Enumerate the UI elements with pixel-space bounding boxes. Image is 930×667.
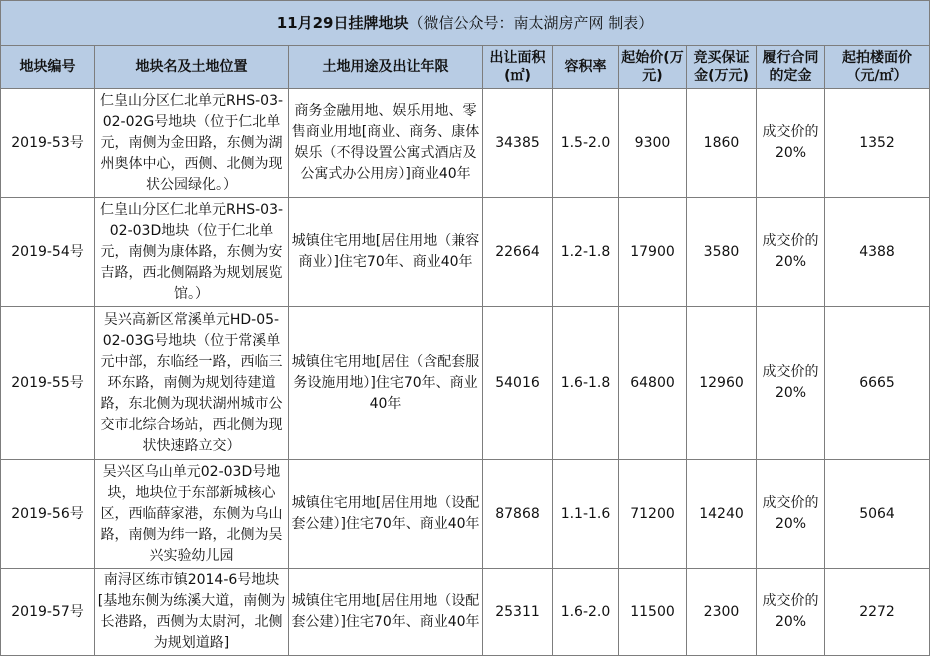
- header-use: 土地用途及出让年限: [289, 46, 483, 89]
- cell-far: 1.6-1.8: [553, 307, 619, 460]
- table-row: [1, 460, 930, 569]
- cell-floor-price: 1352: [825, 89, 930, 198]
- cell-deposit: 3580: [687, 198, 757, 307]
- cell-contract-deposit: 成交价的20%: [757, 460, 825, 569]
- cell-far: 1.2-1.8: [553, 198, 619, 307]
- title-main: 11月29日挂牌地块: [276, 13, 409, 32]
- cell-deposit: 14240: [687, 460, 757, 569]
- cell-location: 仁皇山分区仁北单元RHS-03-02-02G号地块（位于仁北单元，南侧为金田路，东侧为湖州奥体中心，西侧、北侧为现状公园绿化。）: [95, 89, 289, 198]
- cell-contract-deposit: 成交价的20%: [757, 89, 825, 198]
- cell-area: 54016: [483, 307, 553, 460]
- cell-id: 2019-57号: [1, 569, 95, 656]
- cell-contract-deposit: 成交价的20%: [757, 198, 825, 307]
- cell-id: 2019-53号: [1, 89, 95, 198]
- cell-start-price: 11500: [619, 569, 687, 656]
- cell-floor-price: 5064: [825, 460, 930, 569]
- cell-deposit: 2300: [687, 569, 757, 656]
- header-contract-deposit: 履行合同的定金: [757, 46, 825, 89]
- cell-start-price: 17900: [619, 198, 687, 307]
- cell-location: 仁皇山分区仁北单元RHS-03-02-03D地块（位于仁北单元，南侧为康体路，东侧为安吉路，西北侧隔路为规划展览馆。）: [95, 198, 289, 307]
- table-row: [1, 89, 930, 198]
- cell-id: 2019-54号: [1, 198, 95, 307]
- cell-far: 1.6-2.0: [553, 569, 619, 656]
- cell-floor-price: 2272: [825, 569, 930, 656]
- cell-use: 商务金融用地、娱乐用地、零售商业用地[商业、商务、康体娱乐（不得设置公寓式酒店及公寓式办公用房）]商业40年: [289, 89, 483, 198]
- cell-contract-deposit: 成交价的20%: [757, 307, 825, 460]
- cell-area: 87868: [483, 460, 553, 569]
- header-area: 出让面积(㎡): [483, 46, 553, 89]
- title-sub: （微信公众号：南太湖房产网 制表）: [408, 13, 654, 32]
- cell-id: 2019-56号: [1, 460, 95, 569]
- cell-far: 1.5-2.0: [553, 89, 619, 198]
- header-start-price: 起始价(万元): [619, 46, 687, 89]
- header-deposit: 竞买保证金(万元): [687, 46, 757, 89]
- cell-use: 城镇住宅用地[居住用地（兼容商业）]住宅70年、商业40年: [289, 198, 483, 307]
- cell-use: 城镇住宅用地[居住（含配套服务设施用地）]住宅70年、商业40年: [289, 307, 483, 460]
- cell-id: 2019-55号: [1, 307, 95, 460]
- cell-start-price: 64800: [619, 307, 687, 460]
- header-id: 地块编号: [1, 46, 95, 89]
- table-row: [1, 569, 930, 656]
- cell-area: 25311: [483, 569, 553, 656]
- table-title: [1, 1, 930, 46]
- cell-deposit: 12960: [687, 307, 757, 460]
- cell-location: 吴兴区乌山单元02-03D号地块，地块位于东部新城核心区，西临薛家港，东侧为乌山路，南侧为纬一路，北侧为吴兴实验幼儿园: [95, 460, 289, 569]
- cell-floor-price: 4388: [825, 198, 930, 307]
- table-row: [1, 198, 930, 307]
- cell-use: 城镇住宅用地[居住用地（设配套公建）]住宅70年、商业40年: [289, 460, 483, 569]
- header-floor-price: 起拍楼面价（元/㎡）: [825, 46, 930, 89]
- cell-start-price: 71200: [619, 460, 687, 569]
- header-far: 容积率: [553, 46, 619, 89]
- cell-area: 34385: [483, 89, 553, 198]
- header-row: [1, 46, 930, 89]
- cell-contract-deposit: 成交价的20%: [757, 569, 825, 656]
- cell-start-price: 9300: [619, 89, 687, 198]
- title-row: [1, 1, 930, 46]
- table-row: [1, 307, 930, 460]
- cell-location: 南浔区练市镇2014-6号地块[基地东侧为练溪大道，南侧为长港路，西侧为太尉河，北侧为规划道路]: [95, 569, 289, 656]
- cell-location: 吴兴高新区常溪单元HD-05-02-03G号地块（位于常溪单元中部，东临经一路，西临三环东路，南侧为规划待建道路，东北侧为现状湖州城市公交市北综合场站，西北侧为现状快速路立交）: [95, 307, 289, 460]
- cell-far: 1.1-1.6: [553, 460, 619, 569]
- cell-floor-price: 6665: [825, 307, 930, 460]
- cell-area: 22664: [483, 198, 553, 307]
- header-location: 地块名及土地位置: [95, 46, 289, 89]
- cell-deposit: 1860: [687, 89, 757, 198]
- cell-use: 城镇住宅用地[居住用地（设配套公建）]住宅70年、商业40年: [289, 569, 483, 656]
